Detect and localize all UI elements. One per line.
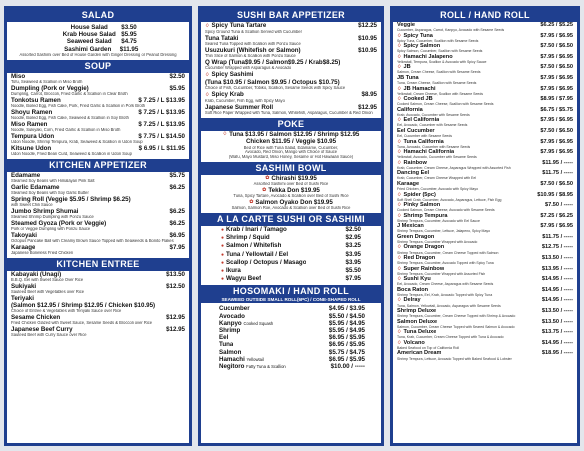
item-description: Shrimp Tempura, Eel, Krab, Avocado Topped with Spicy Tuna xyxy=(397,292,493,297)
menu-item: Boca Raton $14.95 / ----- xyxy=(397,286,573,293)
menu-item: Seaweed Salad $4.75 xyxy=(66,38,137,46)
section-header-sashimi-bowl: SASHIMI BOWL xyxy=(201,162,381,175)
menu-item: ♢ Delray $14.95 / ----- xyxy=(397,297,573,304)
item-description: Shrimp Tempura, Cucumber, Lettuce, Jalapeno, Spicy Mayo xyxy=(397,229,491,234)
item-description: Tuna, Krab, Cucumber, Cream Cheese Topped with Tuna & Avocado xyxy=(397,335,504,340)
spicy-icon: ♢ xyxy=(397,64,402,71)
menu-item: Tonkotsu Ramen $ 7.25 / L $13.95 xyxy=(11,96,185,104)
spicy-icon: ♢ xyxy=(397,255,402,262)
menu-item: Chicken $11.95 / Veggie $10.95 xyxy=(245,138,337,146)
menu-item: Q Wrap (Tuna$9.95 / Salmon$9.25 / Krab$8.25) xyxy=(205,59,341,66)
spicy-icon: ♢ xyxy=(397,202,402,209)
item-description: Sauteed Beef with Curry Sauce over Rice xyxy=(11,333,87,338)
section-header-hosomaki: HOSOMAKI / HAND ROLL xyxy=(201,285,381,298)
item-description: Yellowtail, Cream Cheese, Scallion with Sesame Seeds xyxy=(397,91,484,96)
spicy-icon: ♢ xyxy=(397,32,402,39)
menu-item: (Tuna $10.95 / Salmon $9.95 / Octopus $10.75) xyxy=(205,79,340,87)
menu-item: American Dream $18.95 / ----- xyxy=(397,350,573,357)
item-description: Choice of Entree & Vegetables with Teriyaki Sauce over Rice xyxy=(11,309,122,314)
item-description: Shrimp Tempura, Cucumber, Avocado Topped with Spicy Tuna xyxy=(397,261,494,266)
menu-item: ● Ikura $5.50 xyxy=(221,267,361,275)
menu-item: ♢ JB Hamachi $7.95 / $6.95 xyxy=(397,85,573,92)
spicy-icon: ♢ xyxy=(397,85,402,92)
item-description: Tuna, Spicy Tartare, Avocado & Scallion over Bed of Sushi Rice xyxy=(233,194,349,199)
menu-item: Krab House Salad $5.95 xyxy=(62,31,137,39)
spicy-icon: ♢ xyxy=(397,212,402,219)
item-description: Cucumber Wrapped with Asparagus & Avocado xyxy=(205,66,292,71)
fish-icon: ✿ xyxy=(249,199,254,205)
spicy-icon: ♢ xyxy=(205,72,210,78)
menu-item: Sashimi Garden $11.95 xyxy=(64,45,139,53)
item-description: Eel, Avocado, Cream Cheese, Asparagus with Sesame Seeds xyxy=(397,282,494,287)
item-description: Cooked Salmon, Cream Cheese, Avocado with Sesame Seeds xyxy=(397,208,495,213)
menu-item: ♢ Spicy Tuna $7.95 / $6.95 xyxy=(397,32,573,39)
menu-item: Shrimp $5.95 / $4.95 xyxy=(219,327,365,335)
item-description: Bed of Rice with Tuna Salad, Edamame, Cucumber, xyxy=(243,145,339,150)
menu-item: Garlic Edamame $6.25 xyxy=(11,183,185,191)
item-description: Sauteed Beef with Vegetables over Rice xyxy=(11,289,85,294)
item-description: Krab, Cucumber, Cream Cheese, Asparagus Wrapped with Assorted Fish xyxy=(397,165,511,170)
menu-item: Takoyaki $6.95 xyxy=(11,231,185,239)
spicy-icon: ♢ xyxy=(397,159,402,166)
item-description: (Wafu, Mayo Mustard, Miso Honey, Sesame or Hot Hawaiian Sauce) xyxy=(228,155,354,160)
menu-item: ♢ Spider (5pc) $10.95 / $8.95 xyxy=(397,191,573,198)
menu-item: ● Wagyu Beef $7.95 xyxy=(221,275,361,283)
menu-item: Tuna Tataki $10.95 xyxy=(205,35,377,42)
menu-item: ● Tuna / Yellowtail / Eel $3.95 xyxy=(221,250,361,258)
menu-item: Teriyaki xyxy=(11,294,34,302)
menu-item: Kitsune Udon $ 6.95 / L $11.95 xyxy=(11,144,185,152)
item-description: Eel, Avocado, Cucumber with Sesame Seeds xyxy=(397,123,468,128)
menu-column-middle xyxy=(198,6,384,446)
item-description: Thin Slice of Salmon & Scallion with Ponzu Sauce xyxy=(205,54,296,59)
item-description: Seared Tuna Topped with Scallion with Ponzu Sauce xyxy=(205,42,301,47)
item-description: Krab, Cucumber, Fish Egg, with Spicy Mayo xyxy=(205,99,285,104)
menu-item: ♢ Tuna Deluxe $13.75 / ----- xyxy=(397,329,573,336)
menu-item: Tuna $6.95 / $5.95 xyxy=(219,341,365,349)
item-description: Tuna, Avocado, Cucumber with Sesame Seeds xyxy=(397,144,471,149)
spicy-icon: ♢ xyxy=(222,131,228,138)
item-description: Shrimp Tempura, Cucumber, Cream Cheese Topped with Salmon xyxy=(397,250,499,255)
item-description: Udon Noodle, Fried Bean Curd, Seaweed & Scallion in Udon Soup xyxy=(11,151,132,156)
item-description: Japanese Boneless Fried Chicken xyxy=(11,250,74,255)
fish-icon: ✿ xyxy=(265,175,270,181)
item-description: Eel, Cucumber with Sesame Seeds xyxy=(397,134,453,139)
section-header-kitchen-entree: KITCHEN ENTREE xyxy=(7,258,189,271)
item-description: Dumpling, Carrot, Broccoli, Fried Garlic & Scallion in Clear Broth xyxy=(11,91,128,96)
item-description: Spicy Salmon, Cucumber, Scallion with Sesame Seeds xyxy=(397,49,483,54)
spicy-icon: ♢ xyxy=(397,138,402,145)
item-description: B.B.Q. Eel with Sweet Sauce Over Rice xyxy=(11,277,84,282)
menu-item: ♢ Hamachi Jalapeno $7.95 / $6.95 xyxy=(397,53,573,60)
item-description: Soft Shell Crab, Cucumber, Avocado, Asparagus, Lettuce, Fish Egg xyxy=(397,197,502,202)
item-description: Udon Noodle, Shrimp Tempura, Krab, Seaweed & Scallion in Udon Soup xyxy=(11,139,143,144)
menu-item: Dancing Eel $11.75 / ----- xyxy=(397,170,573,177)
menu-item: ♢ Sushi Kyu $14.95 / ----- xyxy=(397,276,573,283)
menu-item: ♢ Spicy Tuna Tartare $12.25 xyxy=(205,22,377,29)
menu-item: ♢ Cooked JB $8.95 / $7.95 xyxy=(397,96,573,103)
item-description: with Sweet Chili Sauce xyxy=(11,202,53,207)
fish-icon: ✿ xyxy=(262,187,267,193)
section-header-a-la-carte: A LA CARTE SUSHI OR SASHIMI xyxy=(201,213,381,226)
item-description: Shrimp Tempura, Cucumber, Avocado with Eel Sauce xyxy=(397,218,480,223)
menu-item: Usuzukuri (Whitefish or Salmon) $10.95 xyxy=(205,47,377,54)
item-description: Soft Rice Paper Wrapped with Tuna, Salmon, Whitefish, Asparagus, Cucumber & Red Onion xyxy=(205,111,373,116)
sushi-icon: ● xyxy=(221,251,225,258)
spicy-icon: ♢ xyxy=(397,96,402,103)
item-description: Noodle, Boiled Egg, Fish Cake, Pork, Fried Garlic & Scallion in Pork Broth xyxy=(11,103,146,108)
menu-item: Miso Ramen $ 7.25 / L $13.95 xyxy=(11,120,185,128)
menu-item: Green Dragon $11.75 / ----- xyxy=(397,233,573,240)
section-header-roll-hand-roll: ROLL / HAND ROLL xyxy=(393,9,577,22)
menu-item: Avocado $5.50 / $4.50 xyxy=(219,312,365,320)
item-description: Pork or Veggie Dumpling with Ponzu Sauce xyxy=(11,226,91,231)
item-description: Tofu, Seaweed & Scallion in Miso Broth xyxy=(11,79,83,84)
menu-item: ● Shrimp / Squid $2.95 xyxy=(221,234,361,242)
item-description: Fried Chicken Glazed with Sweet Sauce, Sesame Seeds & Broccoli over Rice xyxy=(11,321,153,326)
menu-item: Eel Cucumber $7.50 / $6.50 xyxy=(397,127,573,134)
sushi-icon: ● xyxy=(221,235,225,242)
menu-item: ♢ Spicy Salmon $7.50 / $6.50 xyxy=(397,43,573,50)
menu-item: Shrimp Deluxe $13.50 / ----- xyxy=(397,308,573,315)
spicy-icon: ♢ xyxy=(397,265,402,272)
menu-item: ● Krab / Inari / Tamago $2.50 xyxy=(221,226,361,233)
menu-item: California $6.75 / $5.75 xyxy=(397,106,573,113)
section-header-salad: SALAD xyxy=(7,9,189,22)
item-description: Cucumber, Asparagus, Carrot, Kanpyo, Avocado with Sesame Seeds xyxy=(397,28,505,33)
menu-item: ♢ Volcano $14.95 / ----- xyxy=(397,339,573,346)
menu-item: ♢ Spicy Krab $8.95 xyxy=(205,91,377,99)
menu-item: ✿ Salmon Oyako Don $19.95 xyxy=(249,199,333,206)
menu-item: J Mexican $7.95 / $6.95 xyxy=(397,223,573,230)
sushi-icon: ● xyxy=(221,227,225,233)
menu-item: Karaage $7.50 / $6.50 xyxy=(397,180,573,187)
item-description: Steamed Soy Beans with Soy Garlic Butter xyxy=(11,190,89,195)
menu-item: Kanpyo Cooked Squash $5.95 / $4.95 xyxy=(219,319,365,327)
menu-item: Sukiyaki $12.50 xyxy=(11,282,185,290)
menu-item: ♢ JB $7.50 / $6.50 xyxy=(397,64,573,71)
item-description: Steamed Soy Beans with Himalayan Pink Salt xyxy=(11,178,95,183)
menu-item: ♢ Pinky Salmon $7.50 / ----- xyxy=(397,202,573,209)
menu-item: Negitoro Fatty Tuna & Scallion $10.00 / ----- xyxy=(219,363,365,371)
menu-item: Spring Roll (Veggie $5.95 / Shrimp $6.25) xyxy=(11,195,131,203)
menu-item: Edamame $5.75 xyxy=(11,171,185,179)
menu-item: ♢ Super Rainbow $13.95 / ----- xyxy=(397,265,573,272)
item-description: Fried Chicken, Cucumber, Avocado with Spicy Mayo xyxy=(397,187,479,191)
section-header-sushi-bar-appetizer: SUSHI BAR APPETIZER xyxy=(201,9,381,22)
sushi-icon: ● xyxy=(221,268,225,275)
spicy-icon: ♢ xyxy=(205,23,210,29)
item-description: Salmon, Cucumber, Cream Cheese Topped with Seared Salmon & Avocado xyxy=(397,324,515,329)
menu-item: ♢ Hamachi California $7.95 / $6.95 xyxy=(397,149,573,156)
item-description: Avocado, Red Onion, Mango with Choice of Sauce xyxy=(244,150,338,155)
menu-item: ♢ Tuna California $7.95 / $6.95 xyxy=(397,138,573,145)
menu-item: ♢ Tuna $13.95 / Salmon $12.95 / Shrimp $12.95 xyxy=(222,131,360,139)
item-description: Noodle, Boiled Egg, Fish Cake, Seaweed & Scallion in Soy Broth xyxy=(11,115,129,120)
section-header-soup: SOUP xyxy=(7,60,189,73)
section-subtitle: SEAWEED OUTSIDE SMALL ROLL(6PC) / CONE-SHAPED ROLL xyxy=(201,297,381,303)
menu-item: ♢ Red Dragon $13.50 / ----- xyxy=(397,255,573,262)
item-description: Shrimp Tempura, Cucumber, Cream Cheese Topped with Shrimp & Avocado xyxy=(397,314,516,319)
menu-item: Salmon Deluxe $13.50 / ----- xyxy=(397,318,573,325)
sushi-icon: ● xyxy=(221,259,225,266)
menu-item: Cucumber $4.95 / $3.95 xyxy=(219,305,365,313)
menu-item: (Salmon $12.95 / Shrimp $12.95 / Chicken $10.95) xyxy=(11,301,156,309)
item-description: Yellowtail, Tempura, Scallion & Avocado with Spicy Sauce xyxy=(397,59,487,64)
item-description: Choice of Fish, Cucumber, Tobiko, Scallion, Sesame Seeds with Spicy Sauce xyxy=(205,86,346,91)
menu-item: Japanese Summer Roll $12.95 xyxy=(205,104,377,112)
item-description: Shrimp Tempura, Cucumber Wrapped with Avocado xyxy=(397,239,478,244)
menu-item: Kabayaki (Unagi) $13.50 xyxy=(11,270,185,278)
menu-item: Steamed Gyoza (Pork or Veggie) $6.25 xyxy=(11,219,185,227)
roll-list xyxy=(393,22,577,361)
menu-item: Eel $6.95 / $5.95 xyxy=(219,334,365,342)
item-description: Octopus Pancake Ball with Creamy Brown Sauce Topped with Seaweeds & Bonito Flakes xyxy=(11,238,174,243)
section-header-kitchen-appetizer: KITCHEN APPETIZER xyxy=(7,159,189,172)
menu-item: Hamachi Yellowtail $6.95 / $5.95 xyxy=(219,355,365,363)
spicy-icon: ♢ xyxy=(205,92,210,99)
item-description: Tuna, Salmon, Yellowtail, Avocado, Asparagus with Sesame Seeds xyxy=(397,303,501,308)
menu-item: ♢ Shrimp Tempura $7.25 / $6.25 xyxy=(397,212,573,219)
sushi-icon: ● xyxy=(221,276,225,283)
item-description: Shrimp Tempura, Lettuce, Avocado Topped with Baked Seafood & Lobster xyxy=(397,356,512,361)
menu-item: ♢ Eel California $7.95 / $6.95 xyxy=(397,117,573,124)
menu-item: Dumpling (Pork or Veggie) $5.95 xyxy=(11,84,185,92)
spicy-icon: ♢ xyxy=(397,329,402,336)
item-description: Salmon, Cream Cheese, Scallion with Sesame Seeds xyxy=(397,70,481,75)
menu-column-left xyxy=(4,6,192,446)
item-description: Krab, Avocado, Cucumber with Sesame Seeds xyxy=(397,112,470,117)
menu-item: ♢ Rainbow $11.95 / ----- xyxy=(397,159,573,166)
spicy-icon: ♢ xyxy=(397,191,402,198)
item-description: Assorted Sashimi over Bed of Sushi Rice xyxy=(253,182,329,187)
spicy-icon: ♢ xyxy=(397,244,402,251)
menu-item: ♢ Spicy Sashimi xyxy=(205,71,254,78)
item-description: Shrimp Tempura, Cucumber Wrapped with Assorted Fish xyxy=(397,271,486,276)
item-description: Noodle, Sukiyaki, Corn, Fried Garlic & Scallion in Miso Broth xyxy=(11,127,121,132)
menu-item: ✿ Tekka Don $19.95 xyxy=(262,187,320,194)
spicy-icon: ♢ xyxy=(397,117,402,124)
item-description: Steamed Shrimp Dumpling with Ponzu Sauce xyxy=(11,214,94,219)
sushi-icon: ● xyxy=(221,243,225,250)
item-description: Krab, Cucumber, Cream Cheese Wrapped with Eel xyxy=(397,176,477,181)
spicy-icon: ♢ xyxy=(397,43,402,50)
item-description: Spicy Tuna, Cucumber, Scallion with Sesame Seeds xyxy=(397,38,479,43)
menu-item: ● Scallop / Octopus / Masago $3.95 xyxy=(221,258,361,266)
item-description: Salmon, Salmon Roe, Avocado & Scallion over Bed of Sushi Rice xyxy=(231,206,351,211)
item-description: Yellowtail, Avocado, Cucumber with Sesame Seeds xyxy=(397,155,477,160)
menu-item: ✿ Chirashi $19.95 xyxy=(265,175,317,182)
menu-item: Shoyu Ramen $ 7.25 / L $13.95 xyxy=(11,108,185,116)
item-description: Tuna, Cream Cheese, Scallion with Sesame Seeds xyxy=(397,81,477,86)
spicy-icon: ♢ xyxy=(397,339,402,346)
item-description: Assorted Sashimi over Bed of House Garden with Ginger Dressing or Peanut Dressing xyxy=(19,52,177,57)
menu-item: Veggie $6.25 / $5.25 xyxy=(397,22,573,28)
menu-item: Miso $2.50 xyxy=(11,72,185,80)
menu-item: Salmon $5.75 / $4.75 xyxy=(219,348,365,356)
spicy-icon: ♢ xyxy=(397,276,402,283)
section-header-poke: POKE xyxy=(201,118,381,131)
menu-column-right xyxy=(390,6,580,446)
menu-item: Japanese Beef Curry $12.95 xyxy=(11,325,185,333)
item-description: Cooked Salmon, Cream Cheese, Scallion with Sesame Seeds xyxy=(397,102,494,107)
item-description: Spicy Ground Tuna & Scallion Served with Cucumber xyxy=(205,30,302,35)
menu-item: Karaage $7.95 xyxy=(11,243,185,251)
spicy-icon: ♢ xyxy=(397,297,402,304)
menu-item: ● Salmon / Whitefish $3.25 xyxy=(221,242,361,250)
spicy-icon: ♢ xyxy=(397,53,402,60)
spicy-icon: ♢ xyxy=(397,149,402,156)
menu-item: Jumbo Shrimp Shumai $6.25 xyxy=(11,207,185,215)
menu-item: Sesame Chicken $12.95 xyxy=(11,313,185,321)
item-description: Baked Seafood on Top of California Roll xyxy=(397,345,460,350)
menu-item: Tempura Udon $ 7.75 / L $14.50 xyxy=(11,132,185,140)
menu-item: House Salad $3.50 xyxy=(70,24,137,31)
menu-item: JB Tuna $7.95 / $6.95 xyxy=(397,74,573,81)
menu-item: ♢ Orange Dragon $12.75 / ----- xyxy=(397,244,573,251)
